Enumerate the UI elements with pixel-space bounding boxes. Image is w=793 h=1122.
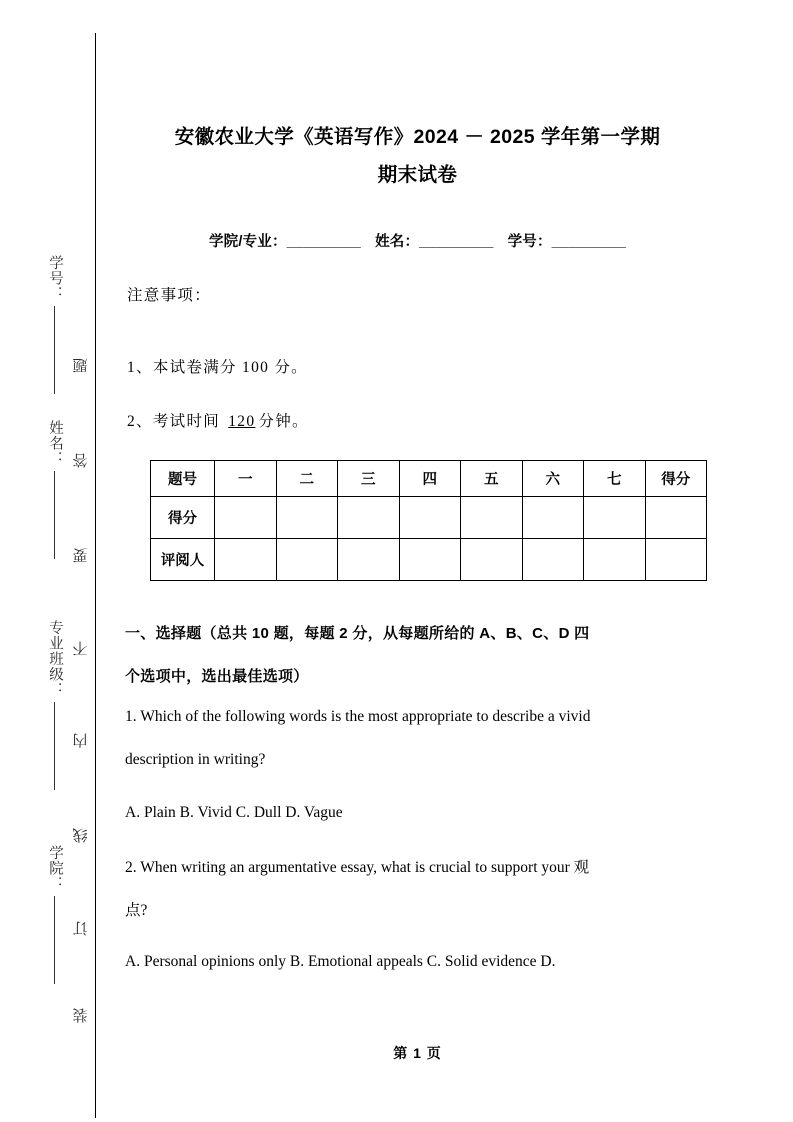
seal-inner-char-2: 要 bbox=[72, 546, 88, 562]
score-cell-2[interactable] bbox=[338, 497, 400, 539]
score-cell-3[interactable] bbox=[399, 497, 461, 539]
notice-item-2 bbox=[127, 409, 712, 431]
question-1-stem-line-1: 1. Which of the following words is the most appropriate to describe a vivid bbox=[125, 708, 591, 725]
row-header-question-no: 题号 bbox=[151, 461, 215, 497]
reviewer-cell-6[interactable] bbox=[584, 539, 646, 581]
exam-title-line-2: 期末试卷 bbox=[377, 164, 458, 186]
exam-title-line-1: 安徽农业大学《英语写作》2024 － 2025 学年第一学期 bbox=[174, 126, 661, 148]
seal-outer-label-1 bbox=[30, 420, 66, 559]
seal-margin bbox=[0, 0, 112, 1122]
section-one-heading-line-1: 一、选择题（总共 10 题，每题 2 分，从每题所给的 A、B、C、D 四 bbox=[125, 625, 590, 642]
question-1-options[interactable]: A. Plain B. Vivid C. Dull D. Vague bbox=[125, 804, 343, 821]
reviewer-cell-2[interactable] bbox=[338, 539, 400, 581]
column-header-5: 六 bbox=[522, 461, 584, 497]
page-title bbox=[125, 118, 710, 194]
student-id-blank[interactable]: _________ bbox=[551, 234, 627, 250]
college-major-blank[interactable]: _________ bbox=[286, 234, 362, 250]
question-1-stem-line-2: description in writing? bbox=[125, 751, 266, 768]
score-table bbox=[150, 460, 707, 581]
score-cell-6[interactable] bbox=[584, 497, 646, 539]
seal-outer-blank-1[interactable] bbox=[54, 471, 56, 559]
seal-outer-label-column bbox=[30, 0, 66, 1122]
notice-item-2-prefix: 2、考试时间 bbox=[127, 413, 221, 430]
exam-duration-value[interactable]: 120 bbox=[228, 413, 256, 430]
table-row-reviewer bbox=[151, 539, 707, 581]
score-cell-7[interactable] bbox=[645, 497, 707, 539]
seal-outer-label-3 bbox=[30, 845, 66, 984]
seal-outer-label-0 bbox=[30, 255, 66, 394]
reviewer-cell-7[interactable] bbox=[645, 539, 707, 581]
seal-outer-blank-0[interactable] bbox=[54, 306, 56, 394]
student-id-label: 学号： bbox=[507, 234, 552, 250]
seal-vertical-rule bbox=[95, 33, 96, 1118]
college-major-label: 学院/专业： bbox=[208, 234, 287, 250]
section-one-heading-line-2: 个选项中，选出最佳选项） bbox=[125, 668, 309, 685]
reviewer-cell-0[interactable] bbox=[215, 539, 277, 581]
column-header-3: 四 bbox=[399, 461, 461, 497]
seal-inner-char-4: 内 bbox=[72, 731, 88, 747]
seal-inner-char-5: 线 bbox=[72, 826, 88, 842]
seal-outer-label-text-3: 学院： bbox=[47, 845, 63, 892]
seal-inner-char-1: 答 bbox=[72, 451, 88, 467]
score-cell-0[interactable] bbox=[215, 497, 277, 539]
name-blank[interactable]: _________ bbox=[419, 234, 494, 250]
seal-inner-char-0: 题 bbox=[72, 356, 88, 372]
reviewer-cell-1[interactable] bbox=[276, 539, 338, 581]
seal-outer-label-text-1: 姓名： bbox=[47, 420, 63, 467]
row-header-reviewer: 评阅人 bbox=[151, 539, 215, 581]
column-header-4: 五 bbox=[461, 461, 523, 497]
score-cell-5[interactable] bbox=[522, 497, 584, 539]
page-footer: 第 1 页 bbox=[393, 1045, 442, 1061]
score-cell-4[interactable] bbox=[461, 497, 523, 539]
reviewer-cell-3[interactable] bbox=[399, 539, 461, 581]
table-row-score bbox=[151, 497, 707, 539]
notice-item-2-suffix: 分钟。 bbox=[258, 413, 309, 430]
score-table-body bbox=[151, 461, 707, 581]
student-info-line bbox=[125, 230, 710, 251]
score-cell-1[interactable] bbox=[276, 497, 338, 539]
column-header-1: 二 bbox=[276, 461, 338, 497]
name-label: 姓名： bbox=[375, 234, 420, 250]
notice-heading: 注意事项： bbox=[127, 287, 212, 304]
row-header-score: 得分 bbox=[151, 497, 215, 539]
column-header-2: 三 bbox=[338, 461, 400, 497]
seal-outer-blank-3[interactable] bbox=[54, 896, 56, 984]
page-body bbox=[125, 0, 710, 1122]
column-header-7: 得分 bbox=[645, 461, 707, 497]
seal-inner-char-7: 装 bbox=[72, 1006, 88, 1022]
reviewer-cell-4[interactable] bbox=[461, 539, 523, 581]
column-header-6: 七 bbox=[584, 461, 646, 497]
seal-outer-label-text-0: 学号： bbox=[47, 255, 63, 302]
question-2-stem-line-2: 点? bbox=[125, 902, 148, 919]
column-header-0: 一 bbox=[215, 461, 277, 497]
reviewer-cell-5[interactable] bbox=[522, 539, 584, 581]
section-one-heading bbox=[125, 612, 710, 698]
seal-inner-char-column bbox=[68, 0, 92, 1122]
seal-outer-blank-2[interactable] bbox=[54, 702, 56, 790]
question-2-options[interactable]: A. Personal opinions only B. Emotional appeals C. Solid evidence D. bbox=[125, 953, 556, 970]
seal-outer-label-2 bbox=[30, 620, 66, 790]
seal-outer-label-text-2: 专业班级： bbox=[47, 620, 63, 698]
seal-inner-char-6: 订 bbox=[72, 919, 88, 935]
seal-inner-char-3: 不 bbox=[72, 639, 88, 655]
question-2-stem-line-1: 2. When writing an argumentative essay, what is crucial to support your 观 bbox=[125, 859, 590, 876]
notice-item-1: 1、本试卷满分 100 分。 bbox=[127, 359, 308, 376]
table-row-header bbox=[151, 461, 707, 497]
